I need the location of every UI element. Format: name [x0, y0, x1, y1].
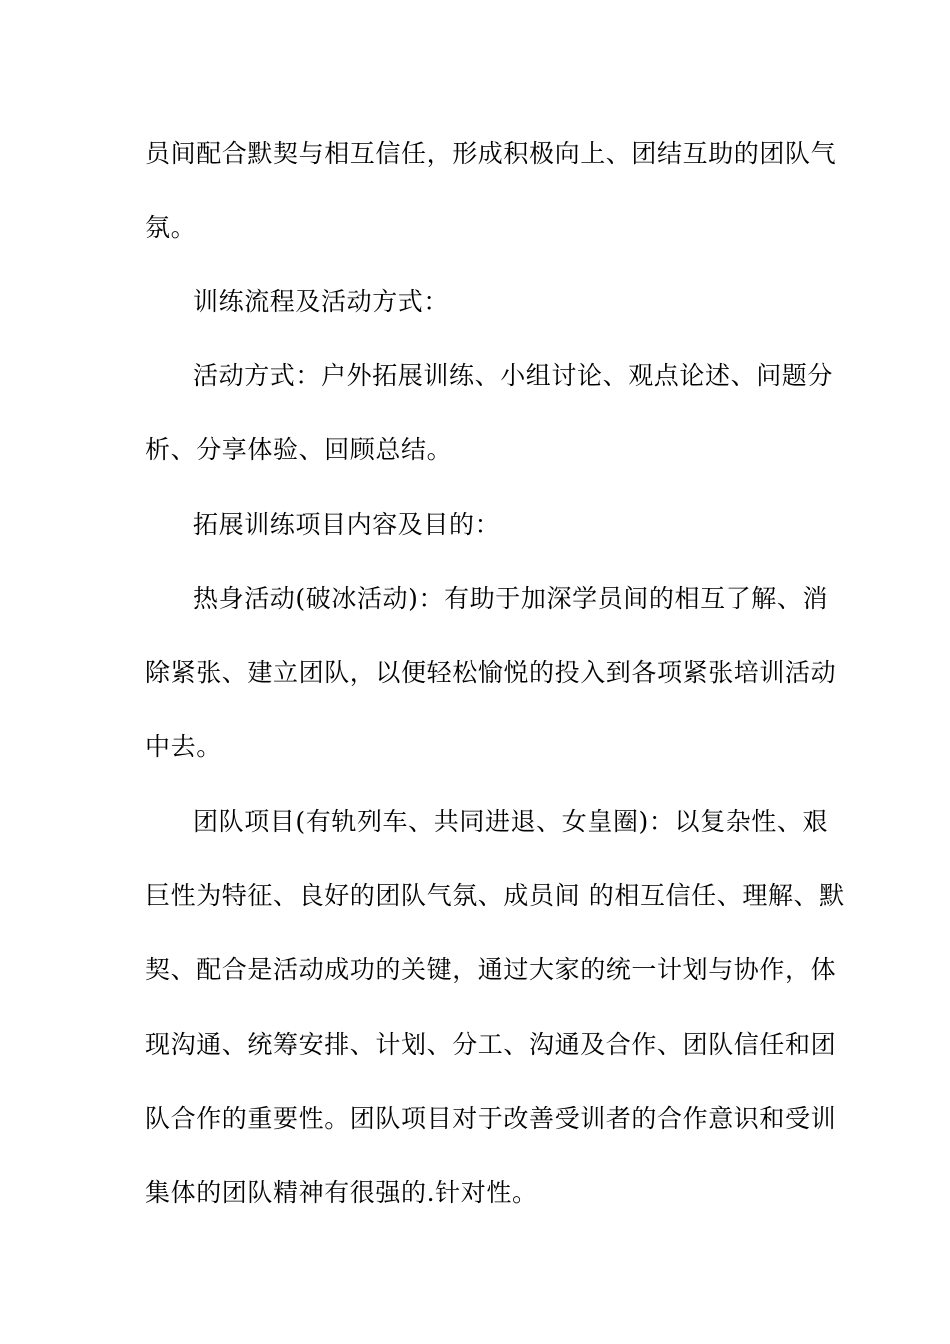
- section-heading: 训练流程及活动方式：: [193, 287, 450, 316]
- paragraph-line: 析、分享体验、回顾总结。: [145, 435, 453, 464]
- paragraph-line: 团队项目(有轨列车、共同进退、女皇圈)：以复杂性、艰: [193, 807, 829, 836]
- paragraph-line: 巨性为特征、良好的团队气氛、成员间 的相互信任、理解、默: [145, 881, 845, 910]
- paragraph-line: 集体的团队精神有很强的.针对性。: [145, 1178, 538, 1207]
- paragraph-line: 活动方式：户外拓展训练、小组讨论、观点论述、问题分: [193, 361, 834, 390]
- paragraph-line: 氛。: [145, 213, 197, 242]
- paragraph-line: 契、配合是活动成功的关键，通过大家的统一计划与协作，体: [145, 955, 837, 984]
- paragraph-line: 队合作的重要性。团队项目对于改善受训者的合作意识和受训: [145, 1104, 837, 1133]
- paragraph-line: 除紧张、建立团队，以便轻松愉悦的投入到各项紧张培训活动: [145, 658, 837, 687]
- section-heading: 拓展训练项目内容及目的：: [193, 510, 501, 539]
- paragraph-line: 员间配合默契与相互信任，形成积极向上、团结互助的团队气: [145, 139, 837, 168]
- paragraph-line: 现沟通、统筹安排、计划、分工、沟通及合作、团队信任和团: [145, 1030, 837, 1059]
- paragraph-line: 热身活动(破冰活动)：有助于加深学员间的相互了解、消: [193, 584, 829, 613]
- paragraph-line: 中去。: [145, 732, 222, 761]
